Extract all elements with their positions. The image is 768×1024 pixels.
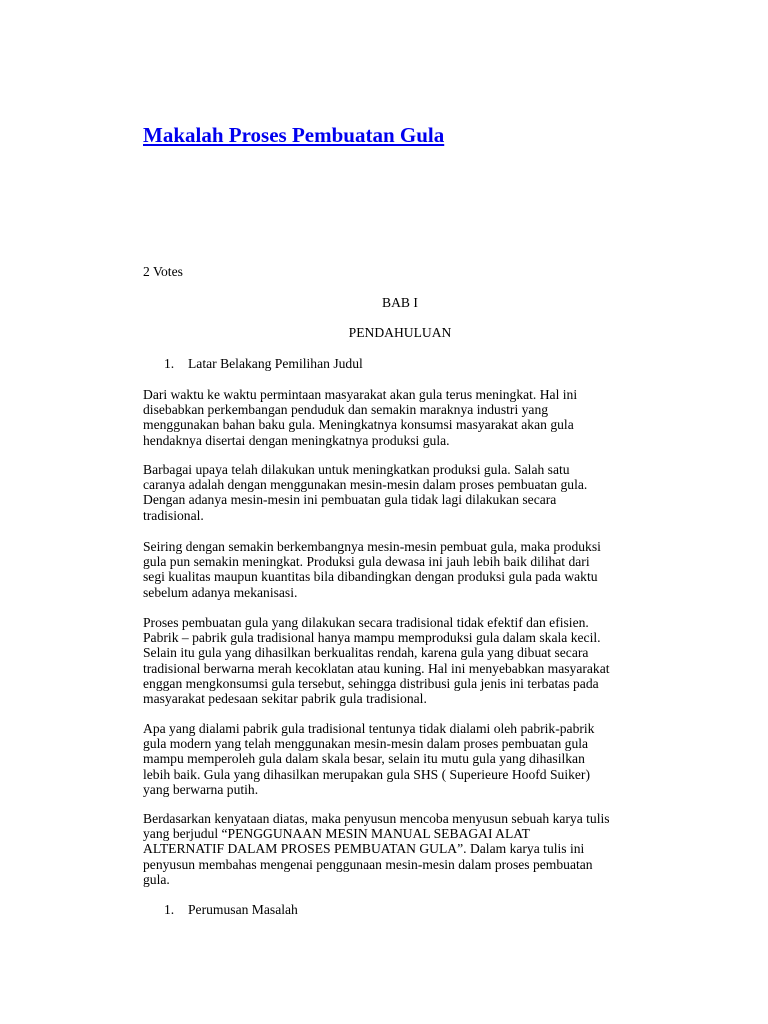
paragraph-line: disebabkan perkembangan penduduk dan semakin maraknya industri yang: [143, 402, 549, 418]
paragraph-line: tradisional.: [143, 507, 204, 523]
paragraph-line: enggan mengkonsumsi gula tersebut, sehingga distribusi gula jenis ini terbatas pada: [143, 675, 599, 691]
list-item-label: Perumusan Masalah: [188, 902, 298, 917]
paragraph-line: tradisional berwarna merah kecoklatan atau kuning. Hal ini menyebabkan masyarakat: [143, 660, 610, 676]
paragraph: [143, 387, 663, 448]
paragraph-line: Dari waktu ke waktu permintaan masyarakat akan gula terus meningkat. Hal ini: [143, 387, 578, 402]
paragraph-line: sebelum adanya mekanisasi.: [143, 584, 298, 600]
paragraph-line: segi kualitas maupun kuantitas bila dibandingkan dengan produksi gula pada waktu: [143, 569, 598, 585]
chapter-title: PENDAHULUAN: [348, 325, 452, 340]
list-item-label: Latar Belakang Pemilihan Judul: [188, 356, 363, 371]
paragraph-line: gula.: [143, 871, 170, 887]
paragraph: [143, 811, 663, 887]
paragraph-line: Apa yang dialami pabrik gula tradisional tentunya tidak dialami oleh pabrik-pabrik: [143, 721, 595, 736]
paragraph-line: Pabrik – pabrik gula tradisional hanya mampu memproduksi gula dalam skala kecil.: [143, 630, 601, 646]
paragraph-line: mampu memperoleh gula dalam skala besar, selain itu mutu gula yang dihasilkan: [143, 751, 585, 767]
paragraph-line: lebih baik. Gula yang dihasilkan merupakan gula SHS ( Superieure Hoofd Suiker): [143, 766, 590, 782]
list-item: [164, 356, 363, 372]
paragraph-line: Dengan adanya mesin-mesin ini pembuatan gula tidak lagi dilakukan secara: [143, 492, 557, 508]
paragraph-line: Seiring dengan semakin berkembangnya mesin-mesin pembuat gula, maka produksi: [143, 539, 601, 554]
list-item: [164, 902, 298, 918]
paragraph-line: menggunakan bahan baku gula. Meningkatnya konsumsi masyarakat akan gula: [143, 417, 574, 433]
paragraph-line: Berdasarkan kenyataan diatas, maka penyusun mencoba menyusun sebuah karya tulis: [143, 811, 610, 826]
list-item-number: 1.: [164, 356, 175, 371]
paragraph-line: yang berwarna putih.: [143, 781, 259, 797]
page-title-link[interactable]: Makalah Proses Pembuatan Gula: [143, 123, 445, 147]
paragraph: [143, 462, 663, 523]
paragraph: [143, 721, 663, 797]
paragraph-line: ALTERNATIF DALAM PROSES PEMBUATAN GULA”. Dalam karya tulis ini: [143, 841, 585, 857]
paragraph-line: hendaknya disertai dengan meningkatnya produksi gula.: [143, 432, 450, 448]
paragraph-line: Proses pembuatan gula yang dilakukan secara tradisional tidak efektif dan efisien.: [143, 615, 589, 630]
paragraph-line: gula pun semakin meningkat. Produksi gula dewasa ini jauh lebih baik dilihat dari: [143, 554, 590, 570]
paragraph-line: yang berjudul “PENGGUNAAN MESIN MANUAL SEBAGAI ALAT: [143, 826, 530, 842]
paragraph-line: penyusun membahas mengenai penggunaan mesin-mesin dalam proses pembuatan: [143, 856, 593, 872]
chapter-heading: BAB I: [382, 295, 418, 310]
votes-count: 2 Votes: [143, 264, 183, 279]
list-item-number: 1.: [164, 902, 175, 917]
paragraph-line: Selain itu gula yang dihasilkan berkualitas rendah, karena gula yang dibuat secara: [143, 645, 589, 661]
paragraph: [143, 615, 663, 706]
paragraph-line: Barbagai upaya telah dilakukan untuk meningkatkan produksi gula. Salah satu: [143, 462, 570, 477]
paragraph-line: masyarakat pedesaan sekitar pabrik gula tradisional.: [143, 691, 427, 707]
paragraph-line: gula modern yang telah menggunakan mesin-mesin dalam proses pembuatan gula: [143, 736, 589, 752]
paragraph: [143, 539, 663, 600]
paragraph-line: caranya adalah dengan menggunakan mesin-mesin dalam proses pembuatan gula.: [143, 477, 588, 493]
